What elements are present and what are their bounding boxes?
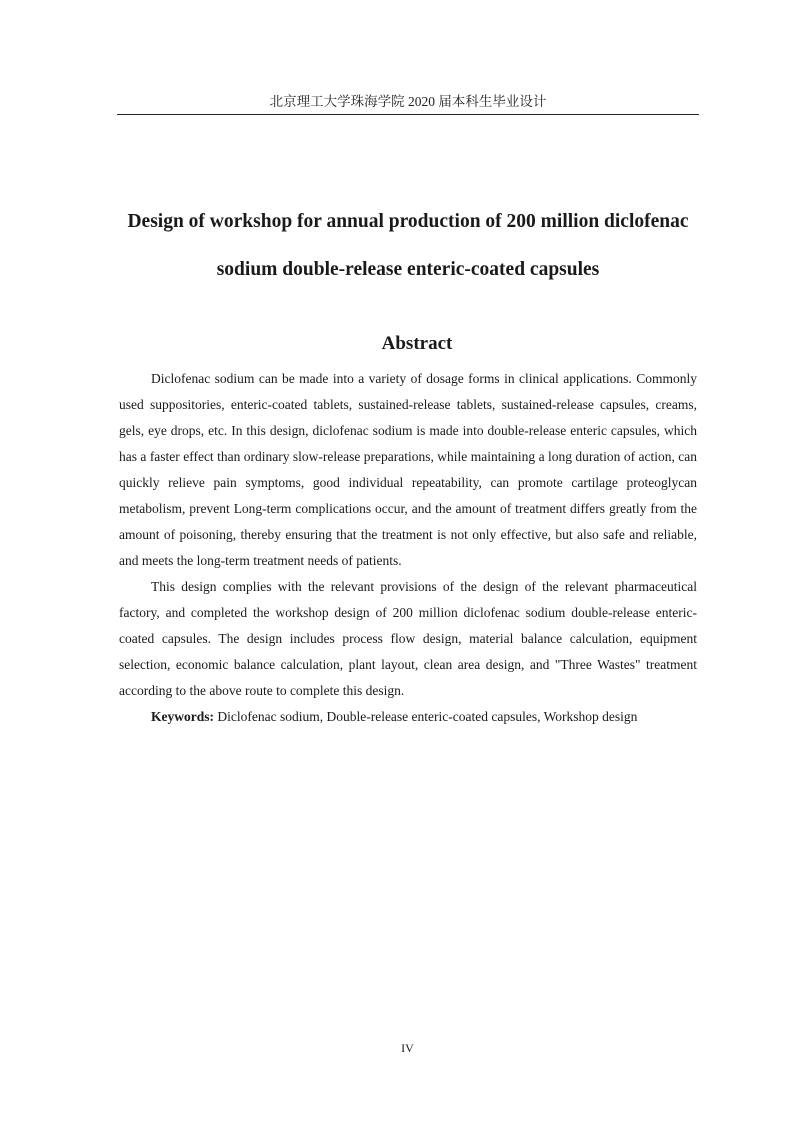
abstract-paragraph-2: This design complies with the relevant provisions of the design of the relevant pharmaceutical factory, and completed the workshop design of 200 million diclofenac sodium double-release enteric-coated capsules. The design includes process flow design, material balance calculation, equipment selection, economic balance calculation, plant layout, clean area design, and "Three Wastes" treatment according to the above route to complete this design. [119, 579, 697, 698]
keywords-text: Diclofenac sodium, Double-release enteric-coated capsules, Workshop design [214, 709, 638, 724]
title-line-1: Design of workshop for annual production of 200 million diclofenac [127, 211, 689, 232]
keywords-label: Keywords: [151, 709, 214, 724]
title-line-2: sodium double-release enteric-coated capsules [216, 259, 600, 280]
page-header: 北京理工大学珠海学院 2020 届本科生毕业设计 [117, 92, 699, 115]
abstract-paragraph-1: Diclofenac sodium can be made into a variety of dosage forms in clinical applications. Commonly used suppositories, enteric-coated tablets, sustained-release tablets, sustained-release capsules, creams, gels, eye drops, etc. In this design, diclofenac sodium is made into double-release enteric capsules, which has a faster effect than ordinary slow-release preparations, while maintaining a long duration of action, can quickly relieve pain symptoms, good individual repeatability, can promote cartilage proteoglycan metabolism, prevent Long-term complications occur, and the amount of treatment differs greatly from the amount of poisoning, thereby ensuring that the treatment is not only effective, but also safe and reliable, and meets the long-term treatment needs of patients. [119, 371, 697, 568]
abstract-heading: Abstract [381, 333, 453, 354]
abstract-body [119, 366, 697, 730]
thesis-title [100, 198, 716, 294]
keywords-line [119, 704, 697, 730]
page-number: IV [401, 1041, 414, 1055]
